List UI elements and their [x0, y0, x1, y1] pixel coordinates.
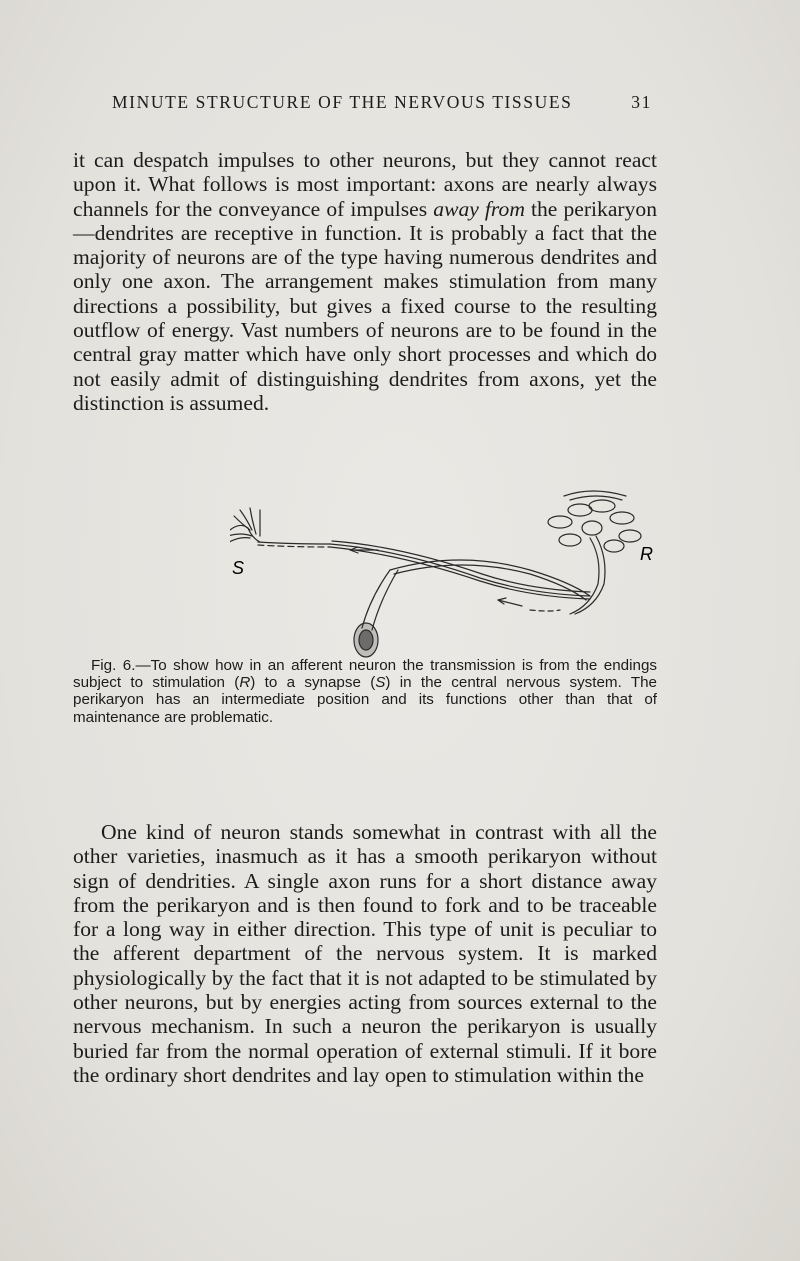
caption-fig-label: Fig. 6.	[91, 657, 136, 674]
caption-text-2: ) to a synapse (	[250, 674, 376, 692]
afferent-neuron-figure	[230, 488, 730, 658]
caption-text-3: ) in the central nervous system. The perikaryon has an intermediate position and its functions other than that of maintenance are problematic.	[73, 674, 657, 726]
caption-r-letter: R	[239, 674, 251, 692]
running-title: MINUTE STRUCTURE OF THE NERVOUS TISSUES	[112, 92, 573, 112]
figure-caption	[73, 657, 657, 726]
paragraph-1-text-b: the perikaryon—dendrites are receptive in function. It is probably a fact that the majority of neurons are of the type having numerous dendrites and only one axon. The arrangement makes stimulation from many directions a possibility, but gives a fixed course to the resulting outflow of energy. Vast numbers of neurons are to be found in the central gray matter which have only short processes and which do not easily admit of distinguishing dendrites from axons, yet the distinction is assumed.	[73, 196, 657, 415]
page-number: 31	[631, 92, 652, 112]
running-header	[112, 92, 652, 113]
paragraph-1	[73, 148, 657, 415]
caption-s-letter: S	[375, 674, 386, 692]
emphasis-away-from: away from	[433, 196, 525, 221]
paragraph-1-text-a: it can despatch impulses to other neurons, but they cannot react upon it. What follows is most important: axons are nearly always channels for the conveyance of impulses	[73, 148, 657, 221]
figure-label-s: S	[232, 558, 245, 578]
figure-label-r: R	[640, 544, 653, 564]
paragraph-2: One kind of neuron stands somewhat in contrast with all the other varieties, inasmuch as it has a smooth perikaryon without sign of dendrities. A single axon runs for a short distance away from the perikaryon and is then found to fork and to be traceable for a long way in either direction. This type of unit is peculiar to the afferent department of the nervous system. It is marked physiologically by the fact that it is not adapted to be stimulated by other neurons, but by energies acting from sources external to the nervous mechanism. In such a neuron the perikaryon is usually buried far from the normal operation of external stimuli. If it bore the ordinary short dendrites and lay open to stimulation within the	[73, 820, 657, 1087]
caption-text-1: —To show how in an afferent neuron the transmission is from the endings subject to stimulation (	[73, 657, 657, 692]
